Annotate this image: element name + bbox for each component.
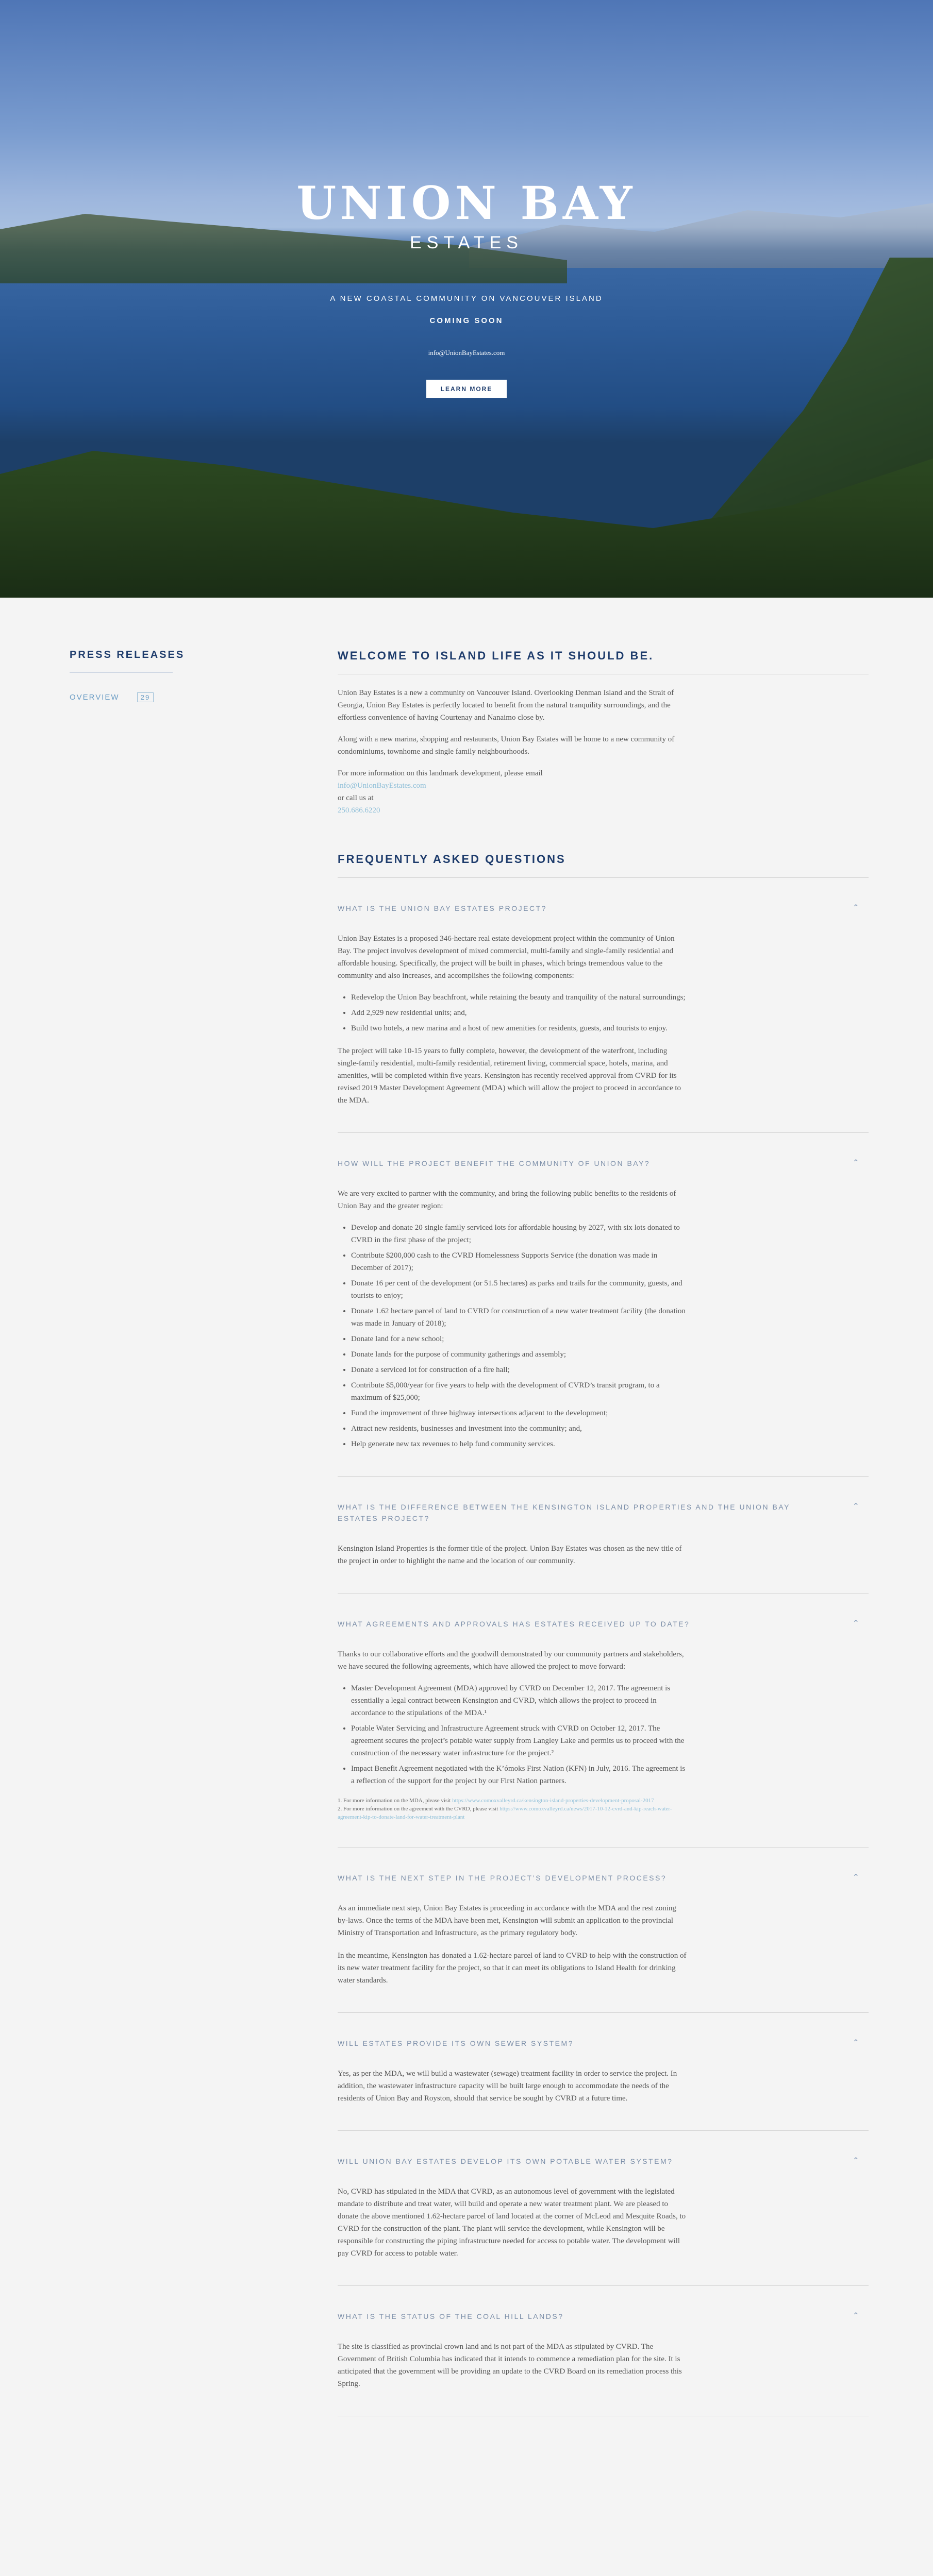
list-item: • Donate a serviced lot for construction of a fire hall;	[351, 1364, 688, 1376]
faq-question[interactable]: HOW WILL THE PROJECT BENEFIT THE COMMUNITY OF UNION BAY?	[338, 1159, 651, 1167]
welcome-contact-text: For more information on this landmark development, please email	[338, 769, 543, 777]
list-item: • Develop and donate 20 single family serviced lots for affordable housing by 2027, with six lots donated to CVRD in the first phase of the project;	[351, 1222, 688, 1246]
welcome-heading: WELCOME TO ISLAND LIFE AS IT SHOULD BE.	[338, 649, 654, 662]
list-item: • Impact Benefit Agreement negotiated with the K’ómoks First Nation (KFN) in July, 2016. The agreement is a reflection of the support for the project by our First Nation partners.	[351, 1762, 688, 1787]
hero-subtitle: ESTATES	[410, 233, 523, 252]
faq-item[interactable]	[338, 2013, 869, 2131]
faq-question[interactable]: WILL ESTATES PROVIDE ITS OWN SEWER SYSTEM?	[338, 2039, 574, 2047]
faq-item[interactable]	[338, 1477, 869, 1594]
faq-heading: FREQUENTLY ASKED QUESTIONS	[338, 853, 566, 866]
list-item: • Build two hotels, a new marina and a host of new amenities for residents, guests, and tourists to enjoy.	[351, 1022, 688, 1035]
list-item: • Donate land for a new school;	[351, 1333, 688, 1345]
hero-email-link[interactable]: info@UnionBayEstates.com	[428, 349, 505, 357]
welcome-contact	[338, 767, 688, 817]
faq-answer	[338, 1648, 688, 1821]
faq-answer-text: The project will take 10-15 years to fully complete, however, the development of the waterfront, including single-family residential, multi-family residential, retirement living, commercial space, hotels, marina, and amenities, will be completed within five years. Kensington has recently received approval from CVRD for its revised 2019 Master Development Agreement (MDA) which will allow the project to proceed in accordance to the MDA.	[338, 1047, 681, 1105]
faq-item[interactable]	[338, 1133, 869, 1477]
faq-footnotes	[338, 1797, 688, 1821]
faq-question[interactable]: WHAT IS THE NEXT STEP IN THE PROJECT’S DEVELOPMENT PROCESS?	[338, 1874, 667, 1882]
welcome-phone-link[interactable]: 250.686.6220	[338, 806, 380, 815]
faq-answer-list	[338, 1222, 688, 1450]
list-item: • Donate 1.62 hectare parcel of land to CVRD for construction of a new water treatment facility (the donation was made in January of 2018);	[351, 1305, 688, 1330]
hero-title: UNION BAY	[296, 176, 637, 230]
welcome-paragraph-2: Along with a new marina, shopping and restaurants, Union Bay Estates will be home to a new community of condominiums, townhome and single family neighbourhoods.	[338, 735, 675, 756]
list-item: • Redevelop the Union Bay beachfront, while retaining the beauty and tranquility of the natural surroundings;	[351, 991, 688, 1004]
faq-answer-text: As an immediate next step, Union Bay Estates is proceeding in accordance with the MDA and the rest zoning by-laws. Once the terms of the MDA have been met, Kensington will submit an application to the provincial Ministry of Transportation and Infrastructure, as the primary regulatory body.	[338, 1904, 676, 1937]
chevron-up-icon[interactable]: ⌃	[852, 1501, 859, 1511]
press-releases-sidebar	[70, 649, 224, 702]
faq-item[interactable]	[338, 2286, 869, 2416]
faq-answer	[338, 2067, 688, 2105]
list-item: • Contribute $200,000 cash to the CVRD Homelessness Supports Service (the donation was made in December of 2017);	[351, 1249, 688, 1274]
faq-answer	[338, 2341, 688, 2390]
hero-banner	[0, 0, 933, 598]
list-item: • Master Development Agreement (MDA) approved by CVRD on December 12, 2017. The agreement is essentially a legal contract between Kensington and CVRD, which allows the project to proceed in accordance to the stipulations of the MDA.¹	[351, 1682, 688, 1719]
content-column	[338, 649, 869, 2416]
hero-tagline: A NEW COASTAL COMMUNITY ON VANCOUVER ISLAND	[330, 294, 603, 303]
faq-answer-text: Union Bay Estates is a proposed 346-hectare real estate development project within the community of Union Bay. The project involves development of mixed commercial, multi-family and single-family residential and affordable housing. Specifically, the project will be built in phases, which brings tremendous value to the community and also increases, and accomplishes the following components:	[338, 935, 675, 980]
faq-item[interactable]	[338, 878, 869, 1133]
faq-answer-text: Thanks to our collaborative efforts and the goodwill demonstrated by our community partners and stakeholders, we have secured the following agreements, which have allowed the project to move forward:	[338, 1650, 684, 1671]
main-content	[0, 598, 933, 2576]
faq-question[interactable]: WILL UNION BAY ESTATES DEVELOP ITS OWN POTABLE WATER SYSTEM?	[338, 2157, 673, 2165]
faq-answer	[338, 933, 688, 1107]
learn-more-button[interactable]: LEARN MORE	[426, 380, 507, 398]
faq-question[interactable]: WHAT IS THE UNION BAY ESTATES PROJECT?	[338, 904, 547, 912]
welcome-email-link[interactable]: info@UnionBayEstates.com	[338, 782, 426, 790]
footnote-2-link[interactable]: https://www.comoxvalleyrd.ca/news/2017-10-12-cvrd-and-kip-reach-water-agreement-kip-to-donate-land-for-water-treatment-plant	[338, 1806, 672, 1820]
list-item: • Donate lands for the purpose of community gatherings and assembly;	[351, 1348, 688, 1361]
faq-answer	[338, 1188, 688, 1450]
list-item: • Potable Water Servicing and Infrastructure Agreement struck with CVRD on October 12, 2017. The agreement secures the project’s potable water supply from Langley Lake and permits us to proceed with the construction of the necessary water infrastructure for the project.²	[351, 1722, 688, 1759]
faq-answer	[338, 2185, 688, 2260]
faq-question[interactable]: WHAT IS THE DIFFERENCE BETWEEN THE KENSINGTON ISLAND PROPERTIES AND THE UNION BAY ESTATES PROJECT?	[338, 1503, 790, 1522]
footnote-2: 2. For more information on the agreement with the CVRD, please visit	[338, 1806, 498, 1812]
list-item: • Attract new residents, businesses and investment into the community; and,	[351, 1422, 688, 1435]
faq-answer-list	[338, 1682, 688, 1787]
chevron-up-icon[interactable]: ⌃	[852, 1872, 859, 1882]
sidebar-item-label: OVERVIEW	[70, 693, 120, 702]
faq-list	[338, 877, 869, 2416]
welcome-paragraph-1: Union Bay Estates is a new a community on Vancouver Island. Overlooking Denman Island and the Strait of Georgia, Union Bay Estates is perfectly located to benefit from the natural tranquility surroundings, and the effortless convenience of having Courtenay and Nanaimo close by.	[338, 689, 674, 722]
chevron-up-icon[interactable]: ⌃	[852, 903, 859, 912]
list-item: • Help generate new tax revenues to help fund community services.	[351, 1438, 688, 1450]
chevron-up-icon[interactable]: ⌃	[852, 1158, 859, 1167]
sidebar-item-count: 29	[137, 692, 154, 702]
faq-item[interactable]	[338, 1848, 869, 2013]
faq-answer	[338, 1543, 688, 1567]
sidebar-divider	[70, 672, 173, 673]
faq-answer-text: The site is classified as provincial crown land and is not part of the MDA as stipulated by CVRD. The Government of British Columbia has indicated that it intends to commence a remediation plan for the site. It is anticipated that the government will be providing an update to the CVRD Board on its remediation process this Spring.	[338, 2343, 682, 2388]
sidebar-title: PRESS RELEASES	[70, 649, 185, 660]
faq-answer	[338, 1902, 688, 1987]
welcome-call-text: or call us at	[338, 794, 374, 802]
list-item: • Fund the improvement of three highway intersections adjacent to the development;	[351, 1407, 688, 1419]
list-item: • Add 2,929 new residential units; and,	[351, 1007, 688, 1019]
faq-answer-text: Kensington Island Properties is the former title of the project. Union Bay Estates was chosen as the new title of the project in order to highlight the name and the location of our community.	[338, 1545, 682, 1565]
chevron-up-icon[interactable]: ⌃	[852, 1618, 859, 1628]
footnote-1: 1. For more information on the MDA, please visit	[338, 1798, 451, 1804]
footnote-1-link[interactable]: https://www.comoxvalleyrd.ca/kensington-island-properties-development-proposal-2017	[452, 1798, 654, 1804]
chevron-up-icon[interactable]: ⌃	[852, 2311, 859, 2320]
hero-content	[0, 176, 933, 398]
faq-answer-text: In the meantime, Kensington has donated a 1.62-hectare parcel of land to CVRD to help with the construction of its new water treatment facility for the project, so that it can meet its obligations to Island Health for drinking water standards.	[338, 1952, 687, 1985]
faq-question[interactable]: WHAT IS THE STATUS OF THE COAL HILL LANDS?	[338, 2312, 564, 2320]
chevron-up-icon[interactable]: ⌃	[852, 2038, 859, 2047]
faq-answer-list	[338, 991, 688, 1035]
faq-answer-text: No, CVRD has stipulated in the MDA that CVRD, as an autonomous level of government with the legislated mandate to distribute and treat water, will build and operate a new water treatment plant. We are pleased to donate the above mentioned 1.62-hectare parcel of land located at the corner of McLeod and Mesquite Roads, to CVRD for the construction of the plant. The plant will service the development, while Kensington will be responsible for constructing the piping infrastructure needed for access to potable water. The development will pay CVRD for access to potable water.	[338, 2188, 686, 2258]
faq-question[interactable]: WHAT AGREEMENTS AND APPROVALS HAS ESTATES RECEIVED UP TO DATE?	[338, 1620, 690, 1628]
faq-item[interactable]	[338, 1594, 869, 1848]
hero-coming-soon: COMING SOON	[429, 316, 504, 325]
chevron-up-icon[interactable]: ⌃	[852, 2156, 859, 2165]
faq-answer-text: Yes, as per the MDA, we will build a wastewater (sewage) treatment facility in order to service the project. In addition, the wastewater infrastructure capacity will be built large enough to accommodate the needs of the residents of Union Bay and Royston, should that service be sought by CVRD at a future time.	[338, 2070, 677, 2103]
sidebar-item-overview[interactable]	[70, 692, 224, 702]
list-item: • Contribute $5,000/year for five years to help with the development of CVRD’s transit program, to a maximum of $25,000;	[351, 1379, 688, 1404]
faq-item[interactable]	[338, 2131, 869, 2286]
faq-answer-text: We are very excited to partner with the community, and bring the following public benefits to the residents of Union Bay and the greater region:	[338, 1190, 676, 1210]
list-item: • Donate 16 per cent of the development (or 51.5 hectares) as parks and trails for the community, guests, and tourists to enjoy;	[351, 1277, 688, 1302]
